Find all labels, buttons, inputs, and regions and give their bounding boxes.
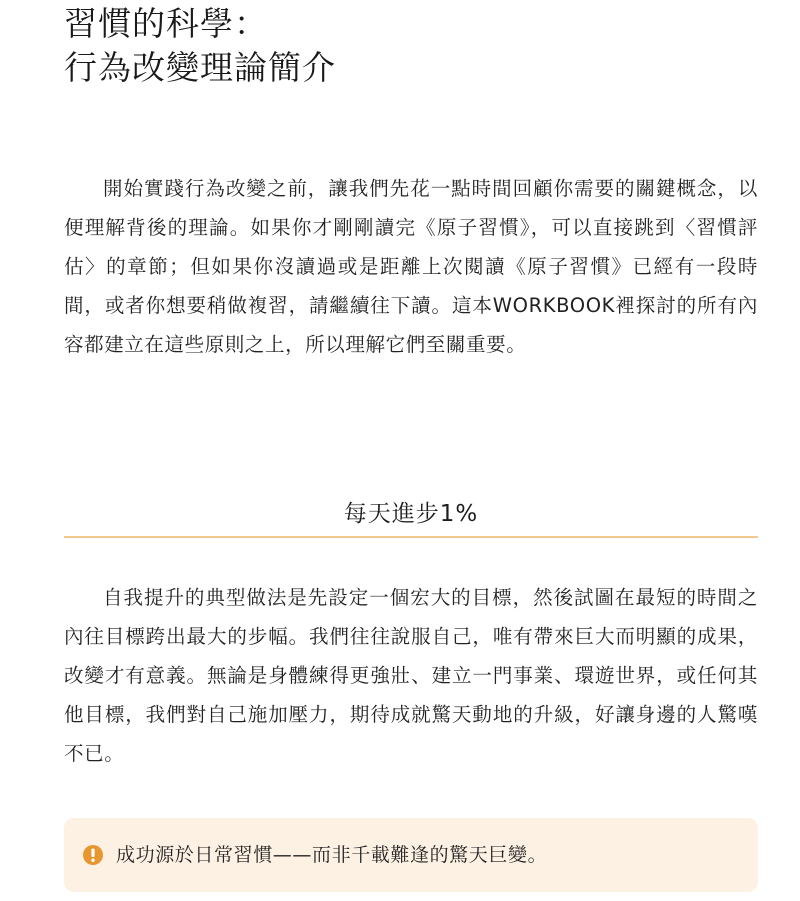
page-title-line-2: 行為改變理論簡介 xyxy=(64,48,336,87)
page-content xyxy=(64,0,758,866)
exclamation-circle-icon xyxy=(82,844,104,866)
page-title xyxy=(64,0,758,90)
callout-box xyxy=(64,818,758,892)
section-paragraph: 自我提升的典型做法是先設定一個宏大的目標，然後試圖在最短的時間之內往目標跨出最大的步幅。我們往往說服自己，唯有帶來巨大而明顯的成果，改變才有意義。無論是身體練得更強壯、建立一門事業、環遊世界，或任何其他目標，我們對自己施加壓力，期待成就驚天動地的升級，好讓身邊的人驚嘆不已。 xyxy=(64,586,758,765)
callout-text: 成功源於日常習慣——而非千載難逢的驚天巨變。 xyxy=(116,844,548,866)
intro-paragraph: 開始實踐行為改變之前，讓我們先花一點時間回顧你需要的關鍵概念，以便理解背後的理論。如果你才剛剛讀完《原子習慣》，可以直接跳到〈習慣評估〉的章節；但如果你沒讀過或是距離上次閱讀《原子習慣》已經有一段時間，或者你想要稍做複習，請繼續往下讀。這本WORKBOOK裡探討的所有內容都建立在這些原則之上，所以理解它們至關重要。 xyxy=(64,177,758,356)
page-title-line-1: 習慣的科學： xyxy=(64,4,268,43)
section-heading-text: 每天進步1% xyxy=(343,501,479,527)
section-heading xyxy=(64,492,758,538)
